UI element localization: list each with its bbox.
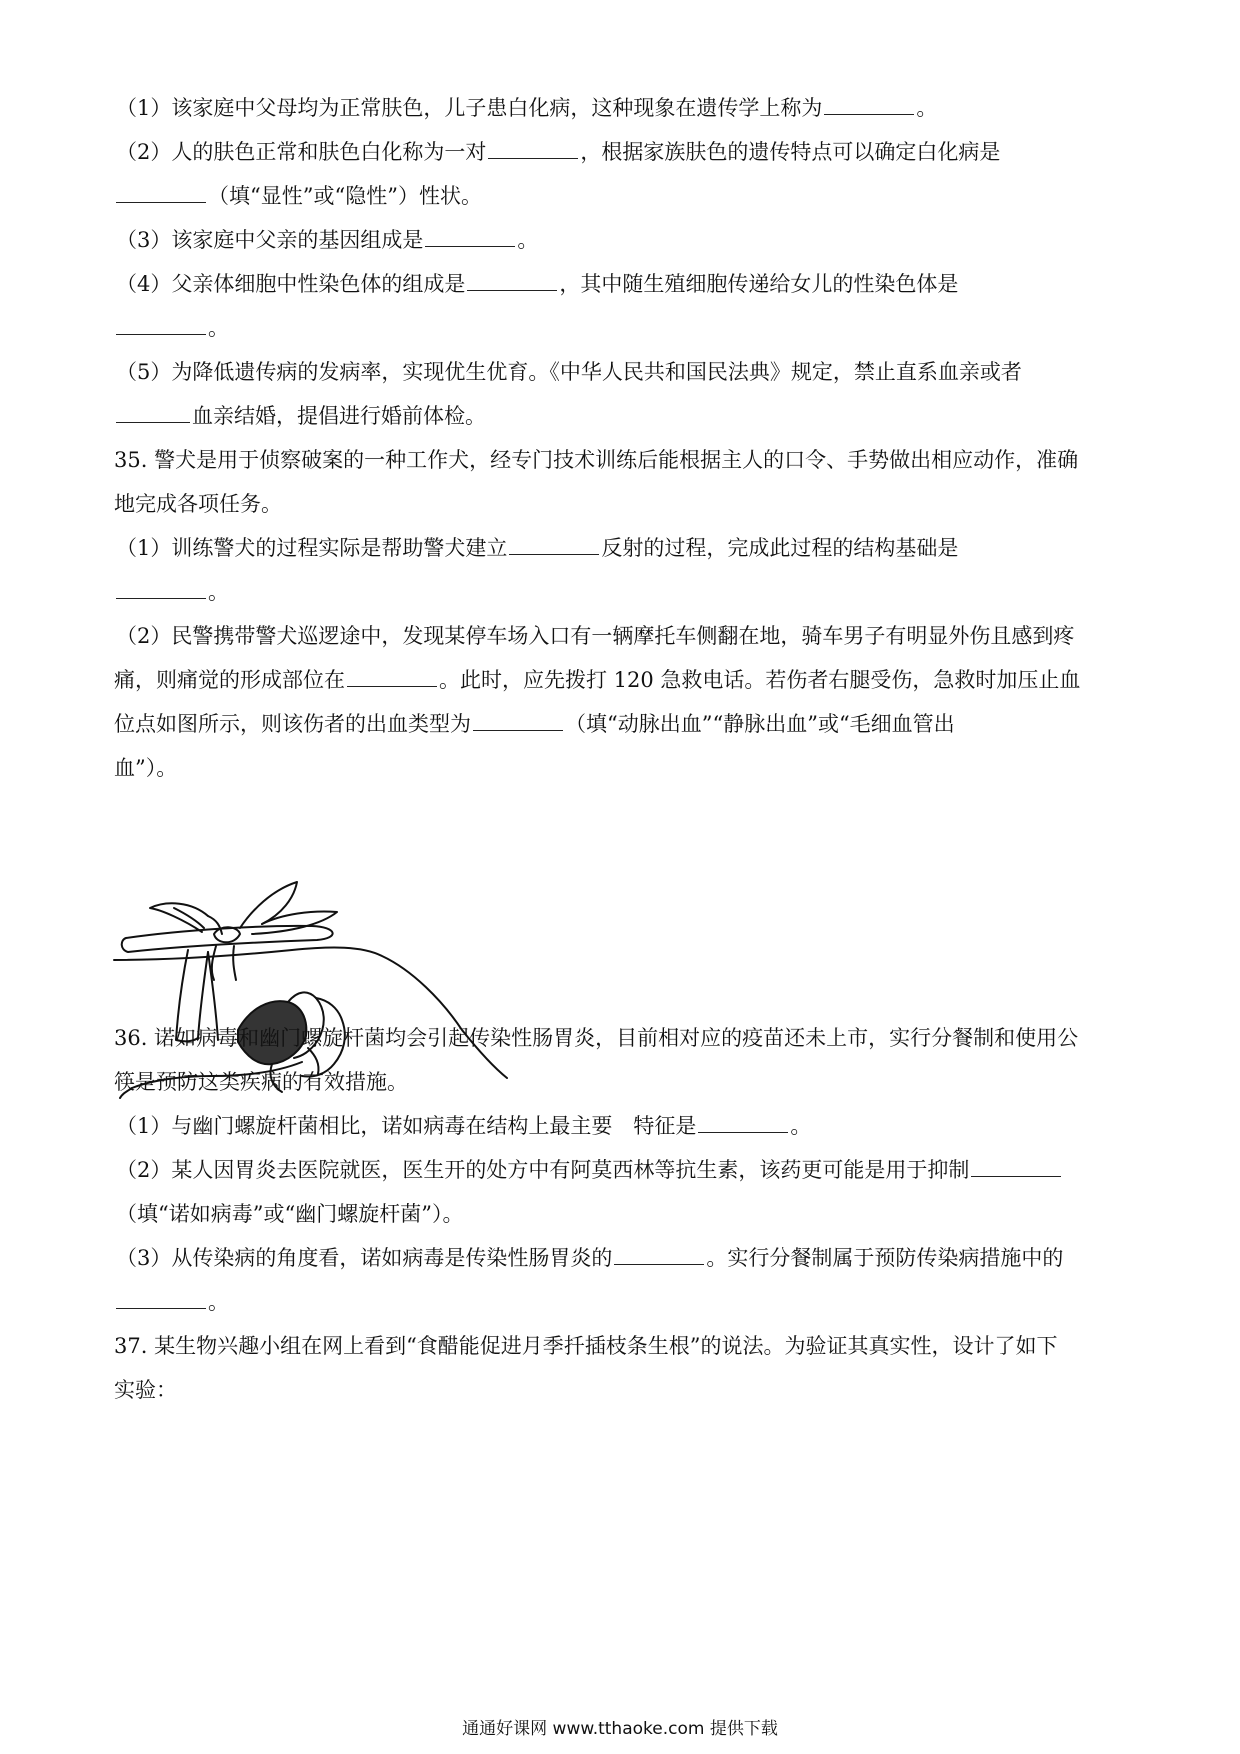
q34-part4: [116, 270, 958, 298]
q34-part4-text: （4）父亲体细胞中性染色体的组成是: [116, 272, 466, 296]
q35-part2-line4: [114, 754, 177, 782]
q34-part4-line2: [114, 314, 229, 342]
leg-top-outline: [114, 948, 507, 1078]
q36-part2-text: （2）某人因胃炎去医院就医，医生开的处方中有阿莫西林等抗生素，该药更可能是用于抑制: [116, 1158, 970, 1182]
q35-part2: [116, 622, 1074, 650]
q36-part2-line2: [116, 1200, 463, 1228]
q34-part2-text: （2）人的肤色正常和肤色白化称为一对: [116, 140, 487, 164]
stick: [122, 926, 333, 952]
q34-part4-end: 。: [208, 316, 229, 340]
q35-stem-line1: [114, 446, 1078, 474]
q36-part1-text: （1）与幽门螺旋杆菌相比，诺如病毒在结构上最主要 特征是: [116, 1114, 697, 1138]
answer-blank[interactable]: [347, 666, 437, 687]
q34-part1-end: 。: [916, 96, 938, 120]
answer-blank[interactable]: [488, 138, 578, 159]
answer-blank[interactable]: [509, 534, 599, 555]
answer-blank[interactable]: [467, 270, 557, 291]
cloth-left: [150, 903, 208, 932]
q36-part2-hint: （填“诺如病毒”或“幽门螺旋杆菌”）。: [116, 1202, 464, 1226]
q34-part2-line2: [114, 182, 482, 210]
answer-blank[interactable]: [971, 1156, 1061, 1177]
q36-part3-end: 。: [208, 1290, 229, 1314]
q35-part2-text-cont3: 位点如图所示，则该伤者的出血类型为: [114, 712, 471, 736]
q34-part1: [116, 94, 937, 122]
q35-part1-line2: [114, 578, 229, 606]
q34-part5: [116, 358, 1022, 386]
q35-part2-text-cont: 痛，则痛觉的形成部位在: [114, 668, 345, 692]
q37-stem-text: 37. 某生物兴趣小组在网上看到“食醋能促进月季扦插枝条生根”的说法。为验证其真实性，设计了如下: [114, 1334, 1058, 1358]
q35-part2-text: （2）民警携带警犬巡逻途中，发现某停车场入口有一辆摩托车侧翻在地，骑车男子有明显外伤且感到疼: [116, 624, 1075, 648]
q36-stem-text: 36. 诺如病毒和幽门螺旋杆菌均会引起传染性肠胃炎，目前相对应的疫苗还未上市，实行分餐制和使用公: [114, 1026, 1079, 1050]
answer-blank[interactable]: [116, 578, 206, 599]
q34-part2: [116, 138, 1000, 166]
q36-part1-end: 。: [790, 1114, 812, 1138]
q34-part3: [116, 226, 538, 254]
q34-part5-text-cont: 血亲结婚，提倡进行婚前体检。: [192, 404, 486, 428]
q36-part3: [116, 1244, 1063, 1272]
q35-stem-text: 35. 警犬是用于侦察破案的一种工作犬，经专门技术训练后能根据主人的口令、手势做出相应动作，准确: [114, 448, 1079, 472]
q36-stem-line2: [114, 1068, 408, 1096]
answer-blank[interactable]: [116, 182, 206, 203]
q35-stem-line2: [114, 490, 282, 518]
q34-part5-line2: [114, 402, 486, 430]
q36-part3-line2: [114, 1288, 229, 1316]
q34-part3-end: 。: [517, 228, 539, 252]
q36-part2: [116, 1156, 1063, 1184]
q35-part1-text-cont: 反射的过程，完成此过程的结构基础是: [601, 536, 959, 560]
answer-blank[interactable]: [116, 402, 190, 423]
answer-blank[interactable]: [614, 1244, 704, 1265]
q35-part2-line2: [114, 666, 1080, 694]
q35-part2-hint: （填“动脉出血”“静脉出血”或“毛细血管出: [565, 712, 955, 736]
answer-blank[interactable]: [425, 226, 515, 247]
answer-blank[interactable]: [116, 1288, 206, 1309]
answer-blank[interactable]: [116, 314, 206, 335]
answer-blank[interactable]: [824, 94, 914, 115]
answer-blank[interactable]: [698, 1112, 788, 1133]
q34-part4-text-cont: ，其中随生殖细胞传递给女儿的性染色体是: [559, 272, 959, 296]
q36-part1: [116, 1112, 811, 1140]
q36-part3-text-cont: 。实行分餐制属于预防传染病措施中的: [706, 1246, 1064, 1270]
q35-part2-line3: [114, 710, 955, 738]
q35-part1-text: （1）训练警犬的过程实际是帮助警犬建立: [116, 536, 508, 560]
q34-part2-hint: （填“显性”或“隐性”）性状。: [208, 184, 482, 208]
page-footer: 通通好课网 www.tthaoke.com 提供下载: [462, 1719, 778, 1739]
q36-part3-text: （3）从传染病的角度看，诺如病毒是传染性肠胃炎的: [116, 1246, 613, 1270]
q34-part3-text: （3）该家庭中父亲的基因组成是: [116, 228, 424, 252]
q36-stem-line1: [114, 1024, 1078, 1052]
q37-stem-text-cont: 实验：: [114, 1378, 177, 1402]
q37-stem-line1: [114, 1332, 1058, 1360]
q37-stem-line2: [114, 1376, 177, 1404]
q35-part2-hint-end: 血”）。: [114, 756, 178, 780]
q35-stem-text-cont: 地完成各项任务。: [114, 492, 282, 516]
q34-part1-text: （1）该家庭中父母均为正常肤色，儿子患白化病，这种现象在遗传学上称为: [116, 96, 823, 120]
q35-part1-end: 。: [208, 580, 229, 604]
q35-part2-text-cont2: 。此时，应先拨打 120 急救电话。若伤者右腿受伤，急救时加压止血: [439, 668, 1081, 692]
q34-part5-text: （5）为降低遗传病的发病率，实现优生优育。《中华人民共和国民法典》规定，禁止直系血亲或者: [116, 360, 1022, 384]
q36-stem-text-cont: 筷是预防这类疾病的有效措施。: [114, 1070, 408, 1094]
q35-part1: [116, 534, 958, 562]
q34-part2-text-cont: ，根据家族肤色的遗传特点可以确定白化病是: [580, 140, 1001, 164]
answer-blank[interactable]: [473, 710, 563, 731]
